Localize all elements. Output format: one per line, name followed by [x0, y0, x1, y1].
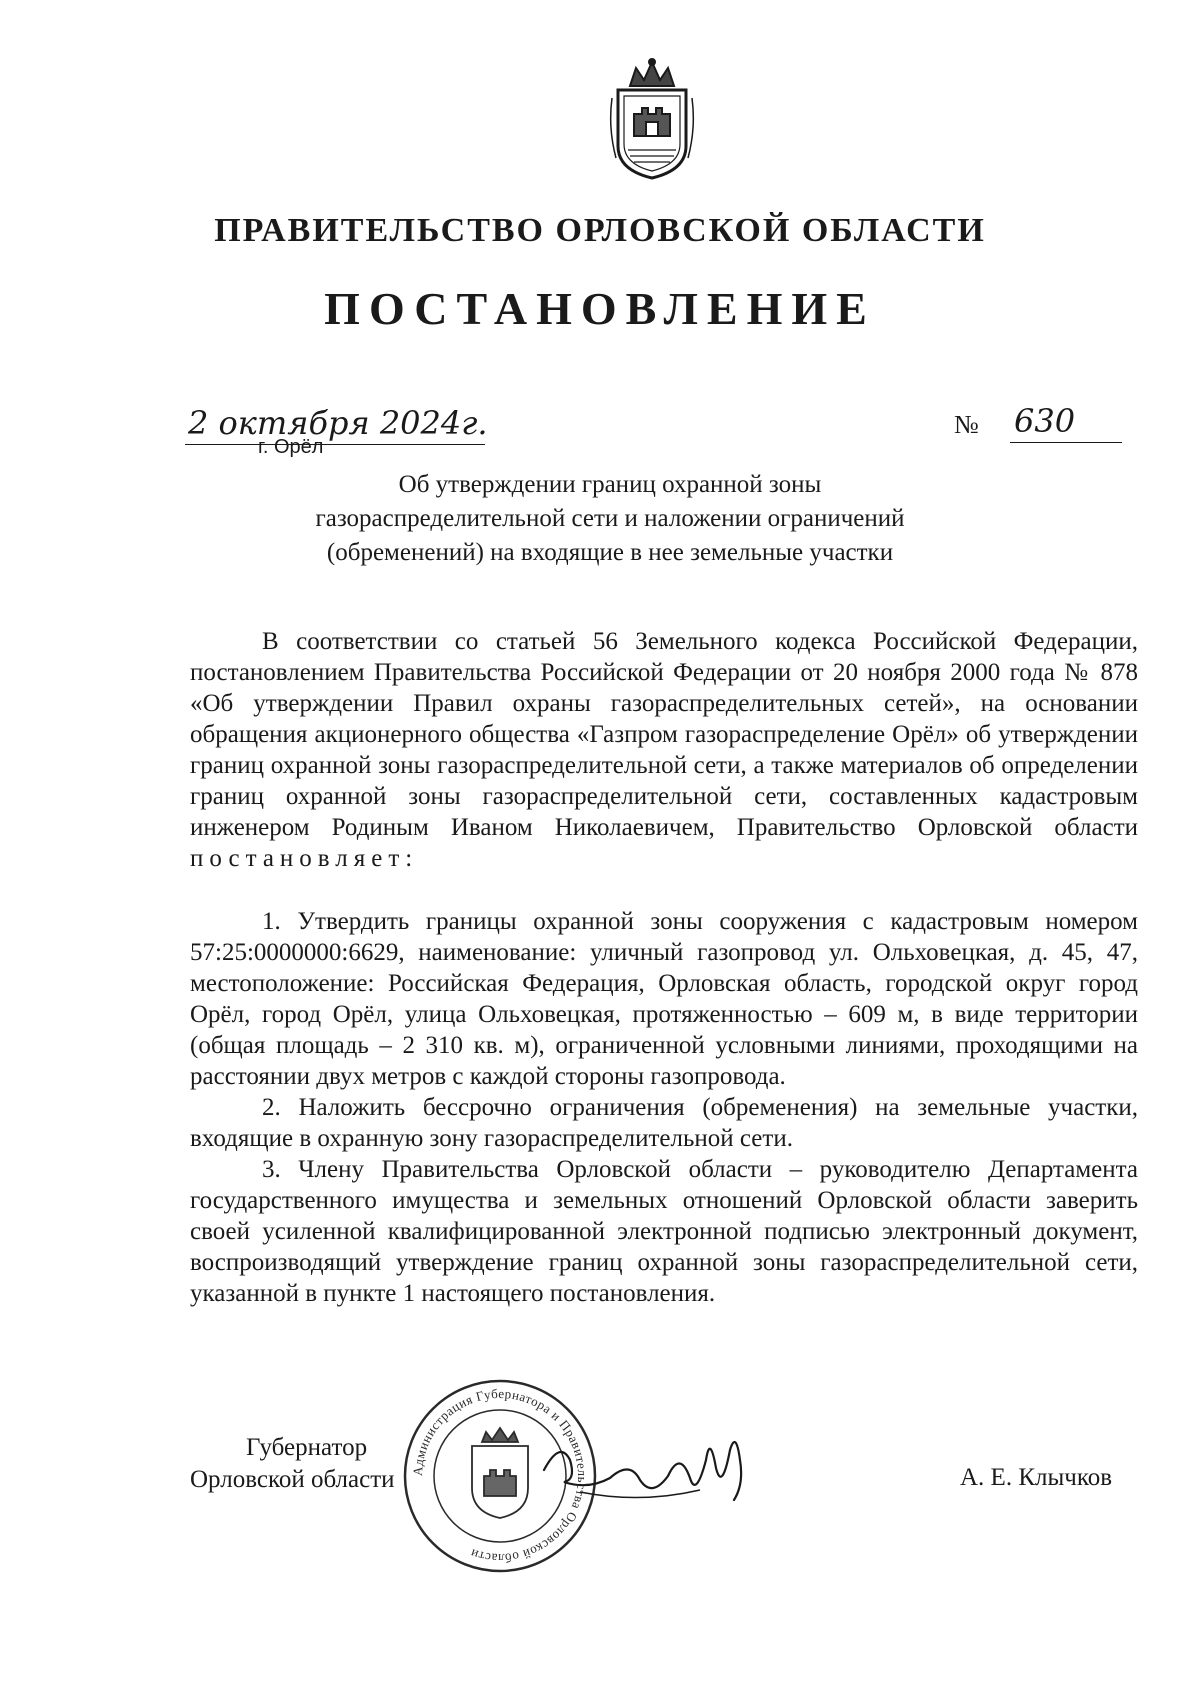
document-date: 2 октября 2024г. — [188, 404, 488, 442]
preamble-paragraph — [190, 626, 1138, 874]
date-underline — [185, 444, 485, 445]
document-subject — [260, 468, 960, 570]
subject-line: Об утверждении границ охранной зоны — [398, 471, 822, 498]
city-label: г. Орёл — [258, 436, 324, 458]
number-underline — [1010, 442, 1122, 443]
subject-line: газораспределительной сети и наложении ограничений — [315, 505, 905, 532]
item-3: 3. Члену Правительства Орловской области – руководителю Департамента государственного имущества и земельных отношений Орловской области заверить своей усиленной квалифицированной электронной подписью электронный документ, воспроизводящий утверждение границ охранной зоны газораспределительной сети, указанной в пункте 1 настоящего постановления. — [190, 1156, 1138, 1307]
document-body — [190, 626, 1138, 1309]
signatory-role-line: Орловской области — [190, 1466, 395, 1493]
seal-ring-text: Администрация Губернатора и Правительства Орловской области — [409, 1385, 591, 1567]
preamble-text: В соответствии со статьей 56 Земельного кодекса Российской Федерации, постановлением Правительства Российской Федерации от 20 ноября 2000 года № 878 «Об утверждении Правил охраны газораспределительных сетей», на основании обращения акционерного общества «Газпром газораспределение Орёл» об утверждении границ охранной зоны газораспределительной сети, а также материалов об определении границ охранной зоны газораспределительной сети, составленных кадастровым инженером Родиным Иваном Николаевичем, Правительство Орловской области — [190, 628, 1138, 841]
signatory-role — [190, 1432, 395, 1496]
signature-icon — [540, 1420, 750, 1510]
signatory-name: А. Е. Клычков — [960, 1464, 1113, 1491]
coat-of-arms-icon — [606, 58, 698, 182]
document-type-title: ПОСТАНОВЛЕНИЕ — [324, 283, 876, 334]
subject-line: (обременений) на входящие в нее земельные участки — [326, 539, 894, 566]
item-1: 1. Утвердить границы охранной зоны сооружения с кадастровым номером 57:25:0000000:6629, наименование: уличный газопровод ул. Ольховецкая, д. 45, 47, местоположение: Российская Федерация, Орловская область, городской округ город Орёл, город Орёл, улица Ольховецкая, протяженностью – 609 м, в виде территории (общая площадь – 2 310 кв. м), ограниченной условными линиями, проходящими на расстоянии двух метров с каждой стороны газопровода. — [190, 908, 1138, 1090]
document-number: 630 — [1014, 402, 1076, 440]
number-sign: № — [954, 410, 979, 439]
signatory-role-line: Губернатор — [246, 1434, 368, 1461]
resolves-word: постановляет: — [190, 845, 419, 872]
government-title: ПРАВИТЕЛЬСТВО ОРЛОВСКОЙ ОБЛАСТИ — [214, 212, 986, 249]
item-2: 2. Наложить бессрочно ограничения (обременения) на земельные участки, входящие в охранную зону газораспределительной сети. — [190, 1094, 1138, 1152]
